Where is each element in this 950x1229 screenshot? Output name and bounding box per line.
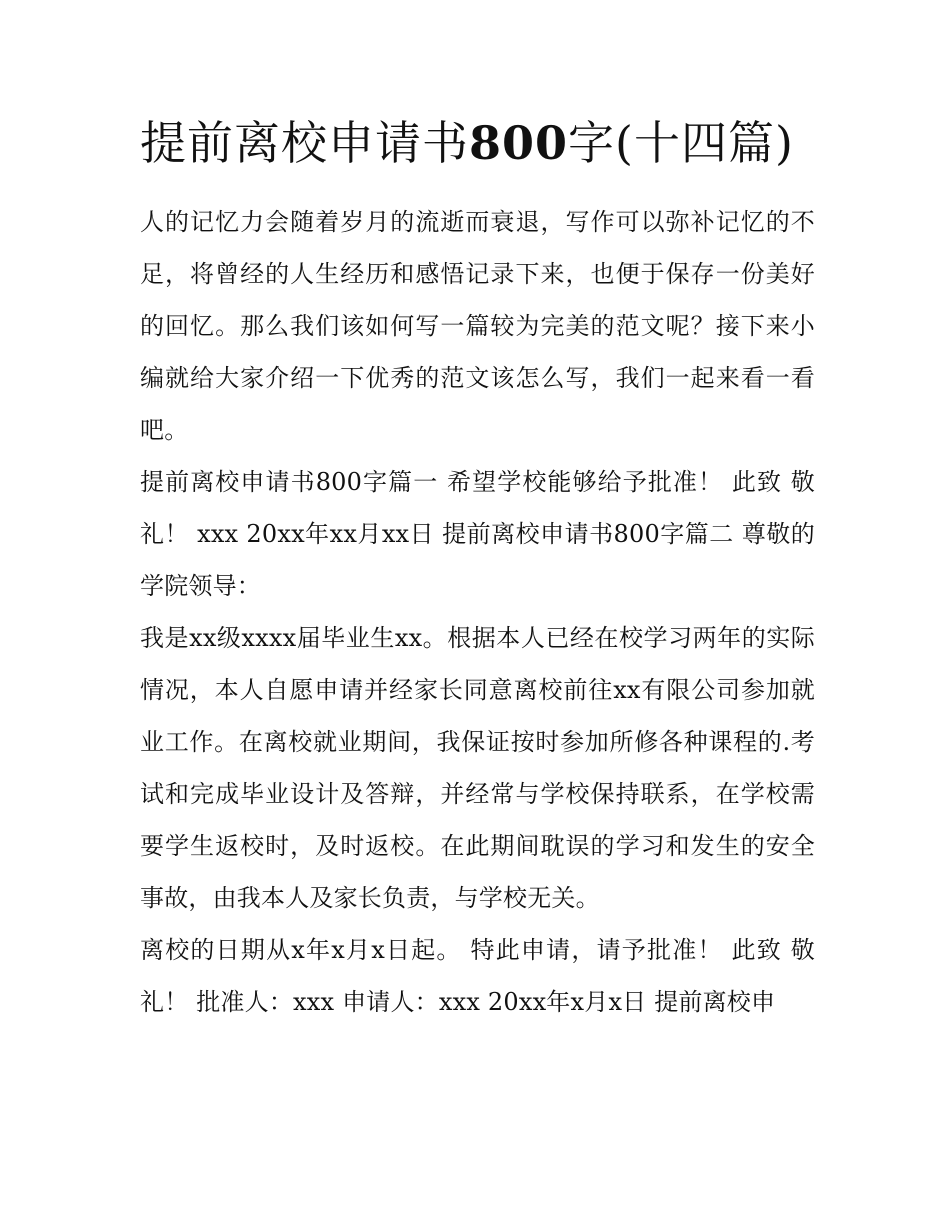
title-number: 800 xyxy=(469,116,569,170)
document-content xyxy=(140,112,815,1028)
title-suffix: 字(十四篇) xyxy=(568,116,794,170)
paragraph-letter-one: 提前离校申请书800字篇一 希望学校能够给予批准！ 此致 敬礼！ xxx 20xx年xx月xx日 提前离校申请书800字篇二 尊敬的学院领导： xyxy=(140,468,815,600)
paragraph-letter-two-body: 我是xx级xxxx届毕业生xx。根据本人已经在校学习两年的实际情况，本人自愿申请并经家长同意离校前往xx有限公司参加就业工作。在离校就业期间，我保证按时参加所修各种课程的.考试和完成毕业设计及答辩，并经常与学校保持联系，在学校需要学生返校时，及时返校。在此期间耽误的学习和发生的安全事故，由我本人及家长负责，与学校无关。 xyxy=(140,624,815,912)
paragraph-letter-two-closing: 离校的日期从x年x月x日起。 特此申请，请予批准！ 此致 敬礼！ 批准人：xxx 申请人：xxx 20xx年x月x日 提前离校申 xyxy=(140,936,815,1016)
document-title xyxy=(140,112,815,174)
title-prefix: 提前离校申请书 xyxy=(140,116,469,170)
intro-paragraph: 人的记忆力会随着岁月的流逝而衰退，写作可以弥补记忆的不足，将曾经的人生经历和感悟记录下来，也便于保存一份美好的回忆。那么我们该如何写一篇较为完美的范文呢？接下来小编就给大家介绍一下优秀的范文该怎么写，我们一起来看一看吧。 xyxy=(140,208,815,444)
